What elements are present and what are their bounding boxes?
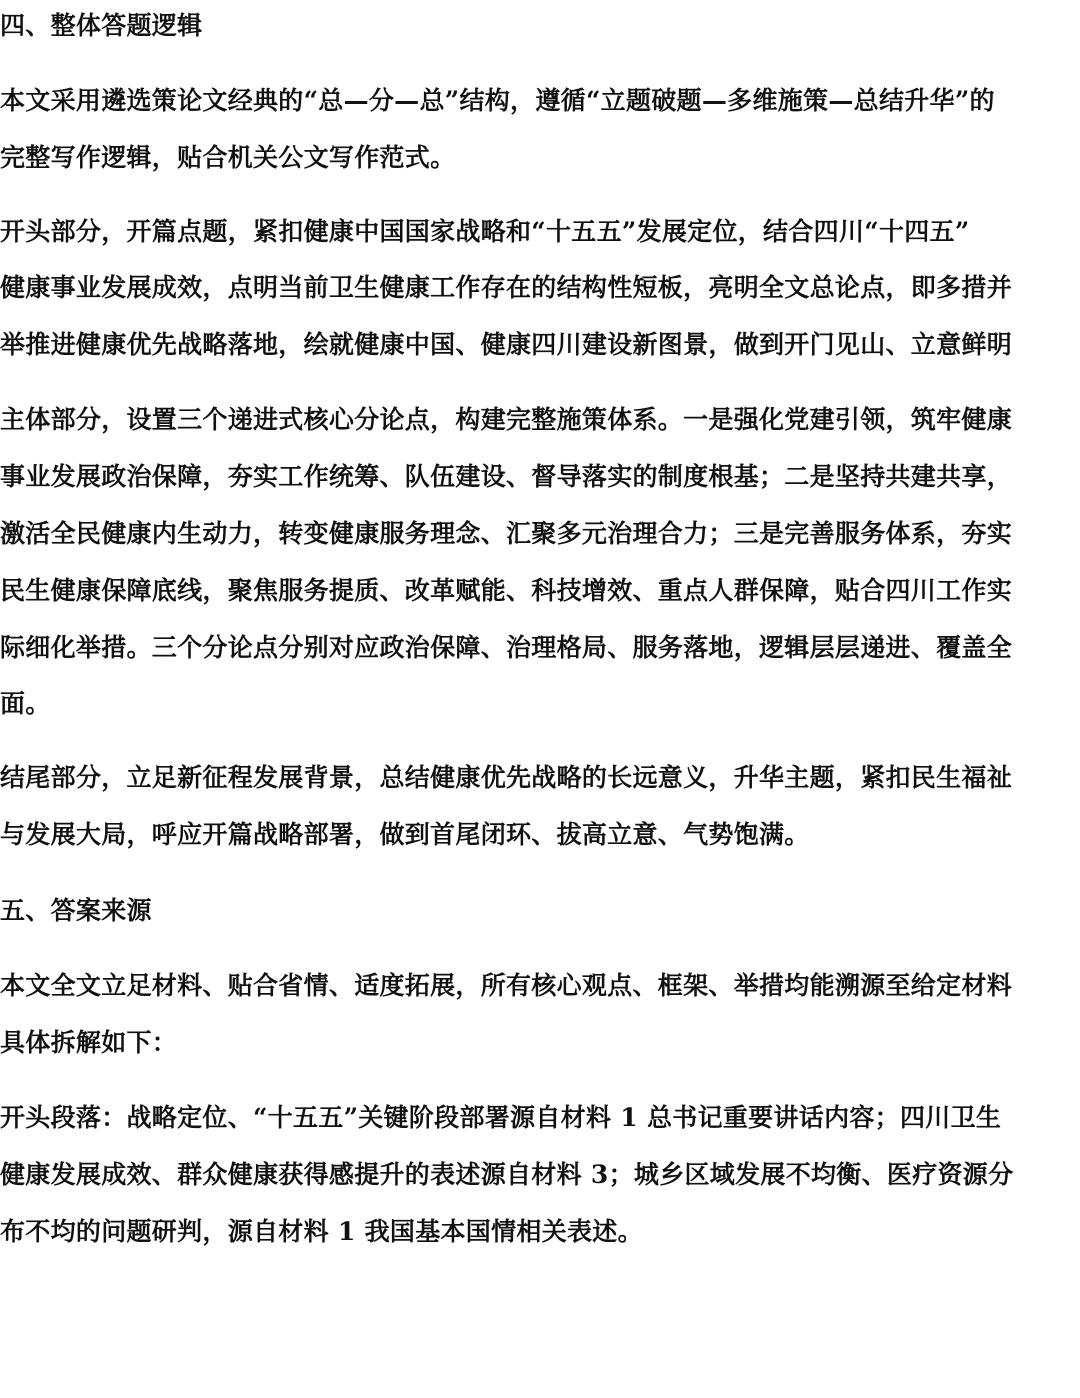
s4-p3-line-5: 际细化举措。三个分论点分别对应政治保障、治理格局、服务落地，逻辑层层递进、覆盖全 <box>0 633 1013 662</box>
s5-p2-line-1: 开头段落：战略定位、“十五五”关键阶段部署源自材料 1 总书记重要讲话内容；四川卫生 <box>0 1103 1002 1132</box>
s4-p4-line-2: 与发展大局，呼应开篇战略部署，做到首尾闭环、拔高立意、气势饱满。 <box>0 820 810 849</box>
s5-p1-line-1: 本文全文立足材料、贴合省情、适度拓展，所有核心观点、框架、举措均能溯源至给定材料 <box>0 971 1013 1000</box>
s5-p1-line-2: 具体拆解如下： <box>0 1028 178 1057</box>
section-4-heading: 四、整体答题逻辑 <box>0 11 203 40</box>
s4-p1-line-1: 本文采用遴选策论文经典的“总—分—总”结构，遵循“立题破题—多维施策—总结升华”的 <box>0 86 995 115</box>
s4-p2-line-1: 开头部分，开篇点题，紧扣健康中国国家战略和“十五五”发展定位，结合四川“十四五” <box>0 217 970 246</box>
s4-p4-line-1: 结尾部分，立足新征程发展背景，总结健康优先战略的长远意义，升华主题，紧扣民生福祉 <box>0 763 1013 792</box>
s4-p3-line-1: 主体部分，设置三个递进式核心分论点，构建完整施策体系。一是强化党建引领，筑牢健康 <box>0 405 1013 434</box>
s4-p2-line-2: 健康事业发展成效，点明当前卫生健康工作存在的结构性短板，亮明全文总论点，即多措并 <box>0 273 1013 302</box>
s4-p3-line-6: 面。 <box>0 689 51 718</box>
s5-p2-line-3: 布不均的问题研判，源自材料 1 我国基本国情相关表述。 <box>0 1217 643 1246</box>
s4-p3-line-3: 激活全民健康内生动力，转变健康服务理念、汇聚多元治理合力；三是完善服务体系，夯实 <box>0 519 1013 548</box>
s4-p1-line-2: 完整写作逻辑，贴合机关公文写作范式。 <box>0 143 456 172</box>
section-5-heading: 五、答案来源 <box>0 896 152 925</box>
s4-p2-line-3: 举推进健康优先战略落地，绘就健康中国、健康四川建设新图景，做到开门见山、立意鲜明 <box>0 330 1013 359</box>
s4-p3-line-4: 民生健康保障底线，聚焦服务提质、改革赋能、科技增效、重点人群保障，贴合四川工作实 <box>0 576 1013 605</box>
s5-p2-line-2: 健康发展成效、群众健康获得感提升的表述源自材料 3；城乡区域发展不均衡、医疗资源分 <box>0 1160 1014 1189</box>
s4-p3-line-2: 事业发展政治保障，夯实工作统筹、队伍建设、督导落实的制度根基；二是坚持共建共享， <box>0 462 1013 491</box>
